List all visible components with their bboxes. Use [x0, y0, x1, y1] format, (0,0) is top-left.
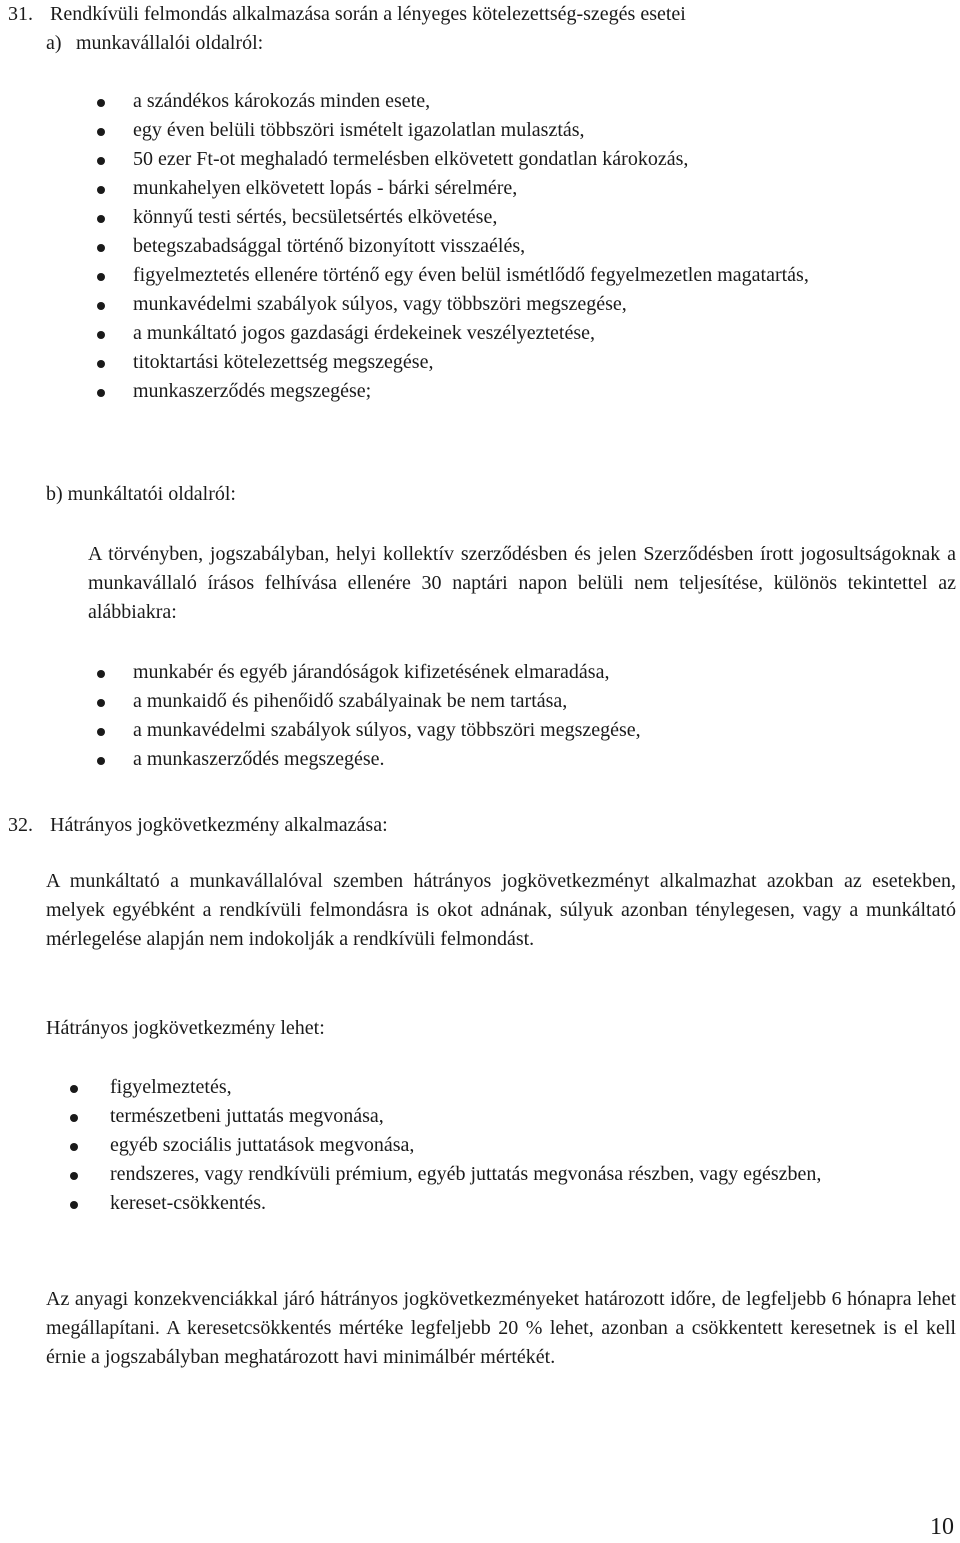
subsection-a-marker: a) [46, 32, 62, 54]
list-item: munkahelyen elkövetett lopás - bárki sérelmére, [133, 174, 958, 203]
list-item: egyéb szociális juttatások megvonása, [110, 1131, 958, 1160]
section-32-heading [8, 811, 388, 840]
list-item: a munkáltató jogos gazdasági érdekeinek veszélyeztetése, [133, 319, 958, 348]
list-item: munkabér és egyéb járandóságok kifizetésének elmaradása, [133, 658, 958, 687]
employer-breach-list [133, 658, 958, 774]
subsection-b-intro: A törvényben, jogszabályban, helyi kollektív szerződésben és jelen Szerződésben írott jogosultságoknak a munkavállaló írásos felhívása ellenére 30 naptári napon belüli nem teljesítése, különös tekintettel az alábbiakra: [88, 543, 956, 623]
section-32-paragraph-3: Az anyagi konzekvenciákkal járó hátrányos jogkövetkezményeket határozott időre, de legfeljebb 6 hónapra lehet megállapítani. A keresetcsökkentés mértéke legfeljebb 20 % lehet, azonban a csökkentett keresetnek is el kell érnie a jogszabályban meghatározott havi minimálbér mértékét. [46, 1288, 956, 1368]
list-item: munkaszerződés megszegése; [133, 377, 958, 406]
section-31-title: Rendkívüli felmondás alkalmazása során a lényeges kötelezettség-szegés esetei [50, 3, 686, 25]
section-32-title: Hátrányos jogkövetkezmény alkalmazása: [50, 814, 388, 836]
section-32-paragraph-2: Hátrányos jogkövetkezmény lehet: [46, 1017, 325, 1039]
section-31-heading [8, 0, 686, 29]
list-item: a szándékos károkozás minden esete, [133, 87, 958, 116]
list-item: könnyű testi sértés, becsületsértés elkövetése, [133, 203, 958, 232]
list-item: a munkaszerződés megszegése. [133, 745, 958, 774]
list-item: munkavédelmi szabályok súlyos, vagy többszöri megszegése, [133, 290, 958, 319]
list-item: rendszeres, vagy rendkívüli prémium, egyéb juttatás megvonása részben, vagy egészben, [110, 1160, 958, 1189]
list-item: kereset-csökkentés. [110, 1189, 958, 1218]
subsection-a-heading [46, 29, 263, 58]
list-item: titoktartási kötelezettség megszegése, [133, 348, 958, 377]
subsection-b-heading: b) munkáltatói oldalról: [46, 483, 236, 505]
section-32-paragraph-1: A munkáltató a munkavállalóval szemben hátrányos jogkövetkezményt alkalmazhat azokban az esetekben, melyek egyébként a rendkívüli felmondásra is okot adnának, súlyuk azonban ténylegesen, vagy a munkáltató mérlegelése alapján nem indokolják a rendkívüli felmondást. [46, 870, 956, 950]
subsection-a-label: munkavállalói oldalról: [76, 32, 264, 54]
list-item: a munkaidő és pihenőidő szabályainak be nem tartása, [133, 687, 958, 716]
list-item: figyelmeztetés ellenére történő egy éven belül ismétlődő fegyelmezetlen magatartás, [133, 261, 958, 290]
employee-breach-list [133, 87, 958, 406]
section-32-number: 32. [8, 814, 33, 836]
list-item: természetbeni juttatás megvonása, [110, 1102, 958, 1131]
sanctions-list [110, 1073, 958, 1218]
list-item: figyelmeztetés, [110, 1073, 958, 1102]
list-item: 50 ezer Ft-ot meghaladó termelésben elkövetett gondatlan károkozás, [133, 145, 958, 174]
list-item: a munkavédelmi szabályok súlyos, vagy többszöri megszegése, [133, 716, 958, 745]
page-number: 10 [930, 1514, 954, 1540]
list-item: egy éven belüli többszöri ismételt igazolatlan mulasztás, [133, 116, 958, 145]
section-31-number: 31. [8, 3, 33, 25]
list-item: betegszabadsággal történő bizonyított visszaélés, [133, 232, 958, 261]
